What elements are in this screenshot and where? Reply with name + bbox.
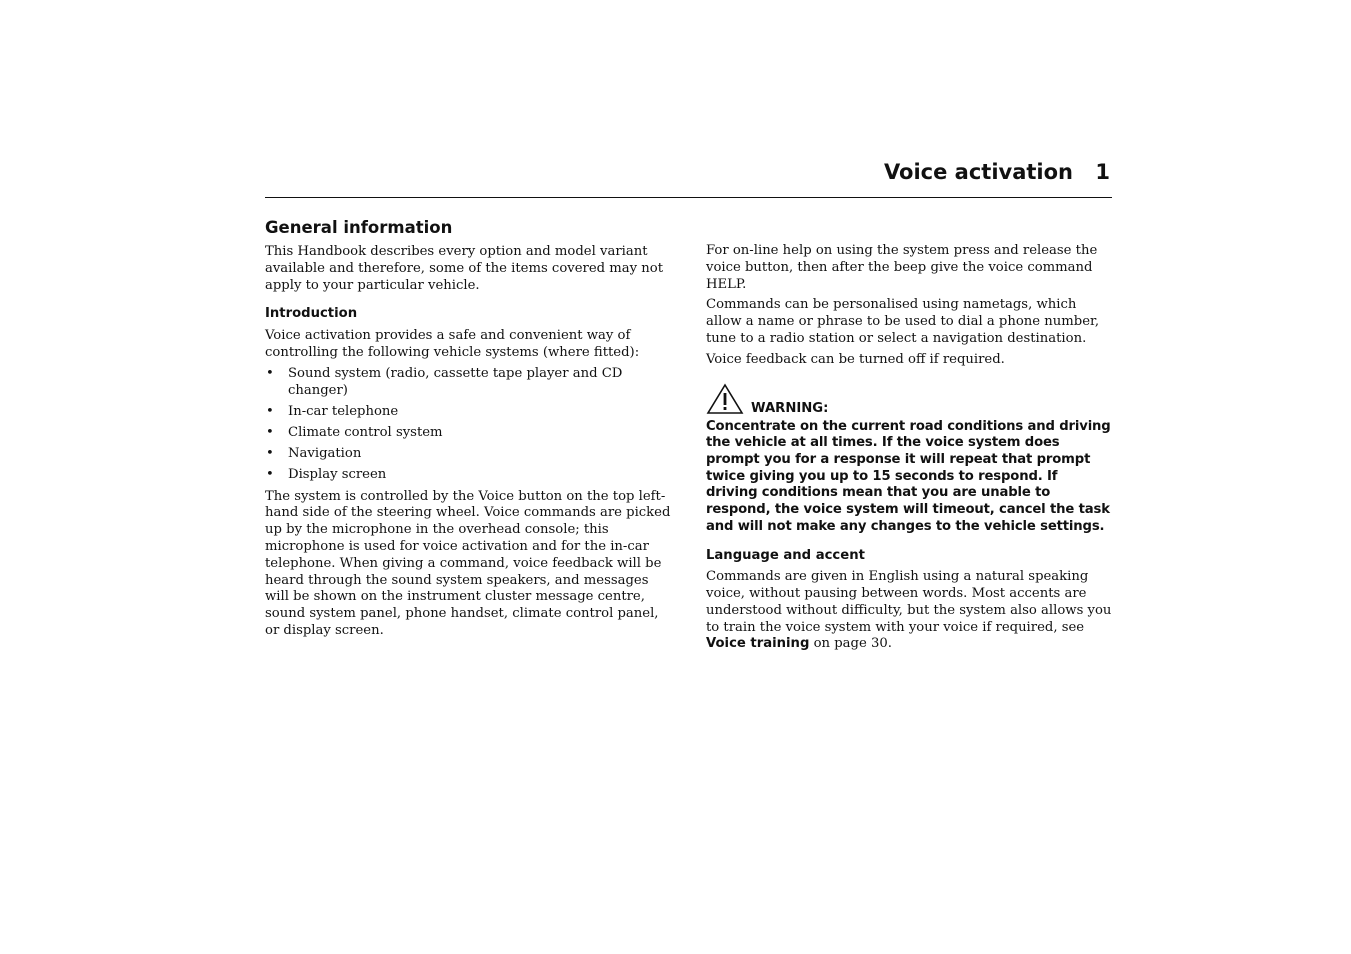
left-column	[265, 218, 673, 644]
voice-training-reference: Voice training	[706, 636, 810, 652]
language-paragraph	[706, 569, 1112, 653]
feedback-paragraph: Voice feedback can be turned off if required.	[706, 351, 1005, 367]
vehicle-systems-list	[265, 366, 673, 484]
help-paragraph: For on-line help on using the system press and release the voice button, then after the beep give the voice command HELP.	[706, 243, 1098, 292]
bullet-marker: •	[266, 424, 274, 440]
section-title: General information	[265, 218, 453, 237]
language-heading: Language and accent	[706, 547, 865, 563]
language-text: Commands are given in English using a natural speaking voice, without pausing between words. Most accents are understood without difficulty, but the system also allows you to train the voice system with your voice if required, see	[706, 569, 1112, 635]
bullet-marker: •	[266, 446, 274, 462]
warning-text: Concentrate on the current road conditions and driving the vehicle at all times. If the voice system does prompt you for a response it will repeat that prompt twice giving you up to 15 seconds to respond. If driving conditions mean that you are unable to respond, the voice system will timeout, cancel the task and will not make any changes to the vehicle settings.	[706, 418, 1111, 534]
list-item-text: Sound system (radio, cassette tape player and CD changer)	[288, 365, 623, 398]
warning-triangle-icon	[706, 383, 744, 415]
warning-header	[706, 381, 1112, 415]
chapter-title: Voice activation	[883, 160, 1073, 184]
list-item	[265, 467, 673, 484]
introduction-heading: Introduction	[265, 306, 358, 322]
list-item-text: Navigation	[288, 446, 362, 462]
warning-label: WARNING:	[751, 400, 829, 416]
list-item-text: Display screen	[288, 467, 387, 483]
nametags-paragraph: Commands can be personalised using nametags, which allow a name or phrase to be used to dial a phone number, tune to a radio station or select a navigation destination.	[706, 297, 1100, 346]
chapter-number: 1	[1095, 160, 1110, 184]
introduction-text: Voice activation provides a safe and convenient way of controlling the following vehicle systems (where fitted):	[265, 328, 640, 360]
bullet-marker: •	[266, 403, 274, 419]
list-item-text: Climate control system	[288, 424, 443, 440]
list-item	[265, 404, 673, 421]
system-paragraph: The system is controlled by the Voice button on the top left-hand side of the steering wheel. Voice commands are picked up by the microphone in the overhead console; this microphone is used for voice activation and for the in-car telephone. When giving a command, voice feedback will be heard through the sound system speakers, and messages will be shown on the instrument cluster message centre, sound system panel, phone handset, climate control panel, or display screen.	[265, 488, 671, 638]
language-text-end: on page 30.	[813, 636, 892, 652]
bullet-marker: •	[266, 467, 274, 483]
list-item	[265, 366, 673, 400]
page-header	[265, 158, 1112, 198]
list-item	[265, 425, 673, 442]
list-item-text: In-car telephone	[288, 403, 399, 419]
intro-paragraph: This Handbook describes every option and model variant available and therefore, some of the items covered may not apply to your particular vehicle.	[265, 244, 663, 293]
list-item	[265, 446, 673, 463]
right-column	[706, 243, 1112, 657]
bullet-marker: •	[266, 365, 274, 381]
